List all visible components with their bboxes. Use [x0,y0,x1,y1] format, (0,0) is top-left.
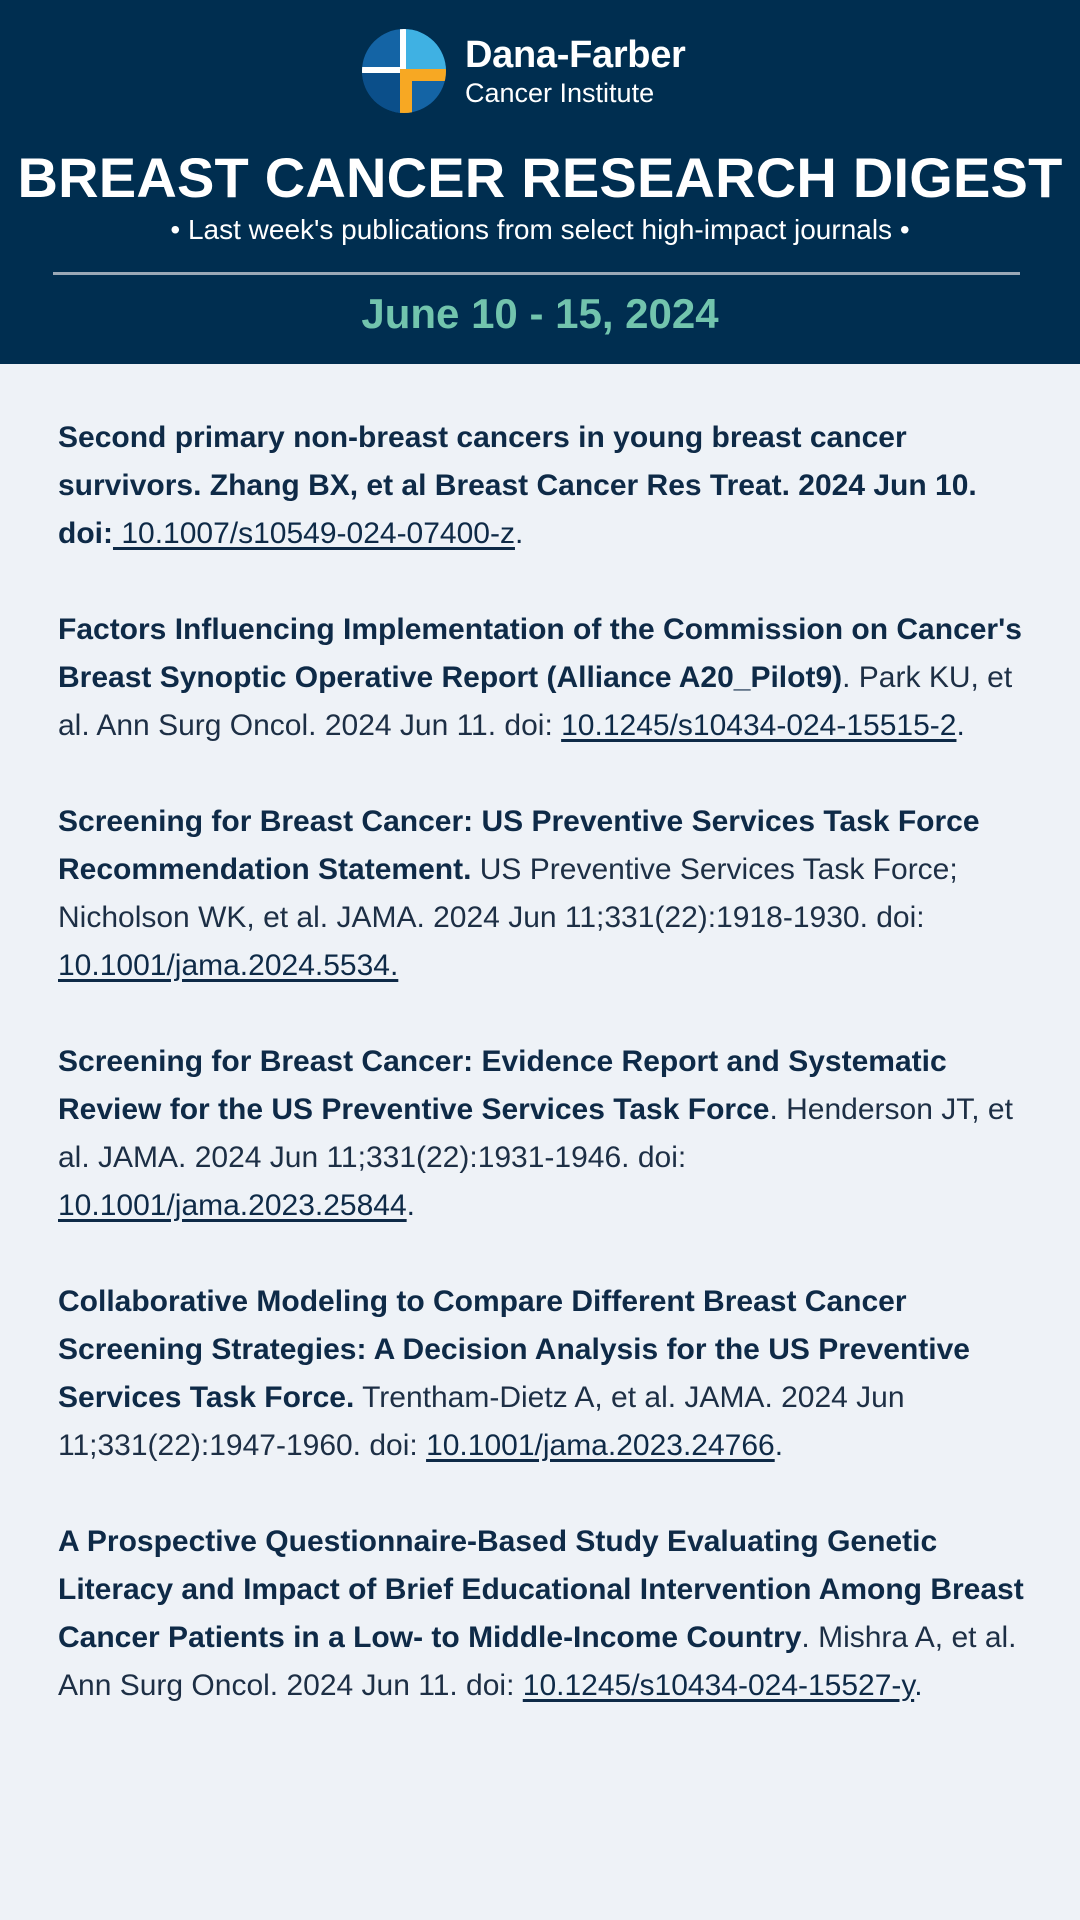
header-divider [53,272,1020,275]
article-title: A Prospective Questionnaire-Based Study Evaluating Genetic Literacy and Impact of Brief Educational Intervention Among Breast Cancer Patients in a Low- to Middle-Income Country [58,1525,1024,1654]
article-item [58,1278,1032,1470]
doi-link[interactable]: 10.1245/s10434-024-15527-y [522,1669,915,1702]
article-title: Factors Influencing Implementation of the Commission on Cancer's Breast Synoptic Operative Report (Alliance A20_Pilot9) [58,613,1022,694]
doi-link[interactable]: 10.1001/jama.2023.25844 [58,1189,407,1222]
article-citation: . Henderson JT, et al. JAMA. 2024 Jun 11;331(22):1931-1946. doi: [58,1093,1013,1174]
page-subtitle: • Last week's publications from select high-impact journals • [170,214,910,245]
doi-link[interactable]: 10.1001/jama.2023.24766 [426,1429,775,1462]
article-item [58,606,1032,750]
article-title: Screening for Breast Cancer: Evidence Report and Systematic Review for the US Preventive Services Task Force [58,1045,947,1126]
article-citation: . Park KU, et al. Ann Surg Oncol. 2024 Jun 11. doi: [58,661,1013,742]
page-title: BREAST CANCER RESEARCH DIGEST [17,146,1063,209]
brand-subtitle: Cancer Institute [465,78,655,108]
article-citation: US Preventive Services Task Force; Nicholson WK, et al. JAMA. 2024 Jun 11;331(22):1918-1930. doi: [58,853,958,934]
article-citation: Trentham-Dietz A, et al. JAMA. 2024 Jun 11;331(22):1947-1960. doi: [58,1381,905,1462]
article-title: Second primary non-breast cancers in young breast cancer survivors. Zhang BX, et al Breast Cancer Res Treat. 2024 Jun 10. doi: [58,421,977,550]
dana-farber-logo-icon [362,29,446,113]
article-title: Collaborative Modeling to Compare Different Breast Cancer Screening Strategies: A Decision Analysis for the US Preventive Services Task Force. [58,1285,970,1414]
article-end: . [406,1189,415,1222]
article-end: . [774,1429,784,1462]
article-end: . [514,517,524,550]
article-title: Screening for Breast Cancer: US Preventive Services Task Force Recommendation Statement. [58,805,980,886]
doi-link[interactable]: 10.1245/s10434-024-15515-2 [561,709,957,742]
date-range: June 10 - 15, 2024 [361,290,719,337]
article-item [58,1038,1032,1230]
article-item [58,414,1032,558]
article-item [58,798,1032,990]
article-end: . [914,1669,923,1702]
brand-name: Dana-Farber [465,34,686,76]
article-item [58,1518,1032,1710]
article-end: . [956,709,965,742]
doi-link[interactable]: 10.1001/jama.2024.5534. [58,949,399,982]
digest-header [0,0,1080,364]
article-citation: . Mishra A, et al. Ann Surg Oncol. 2024 Jun 11. doi: [58,1621,1017,1702]
article-list [0,364,1080,1710]
doi-link[interactable]: 10.1007/s10549-024-07400-z [112,517,515,550]
